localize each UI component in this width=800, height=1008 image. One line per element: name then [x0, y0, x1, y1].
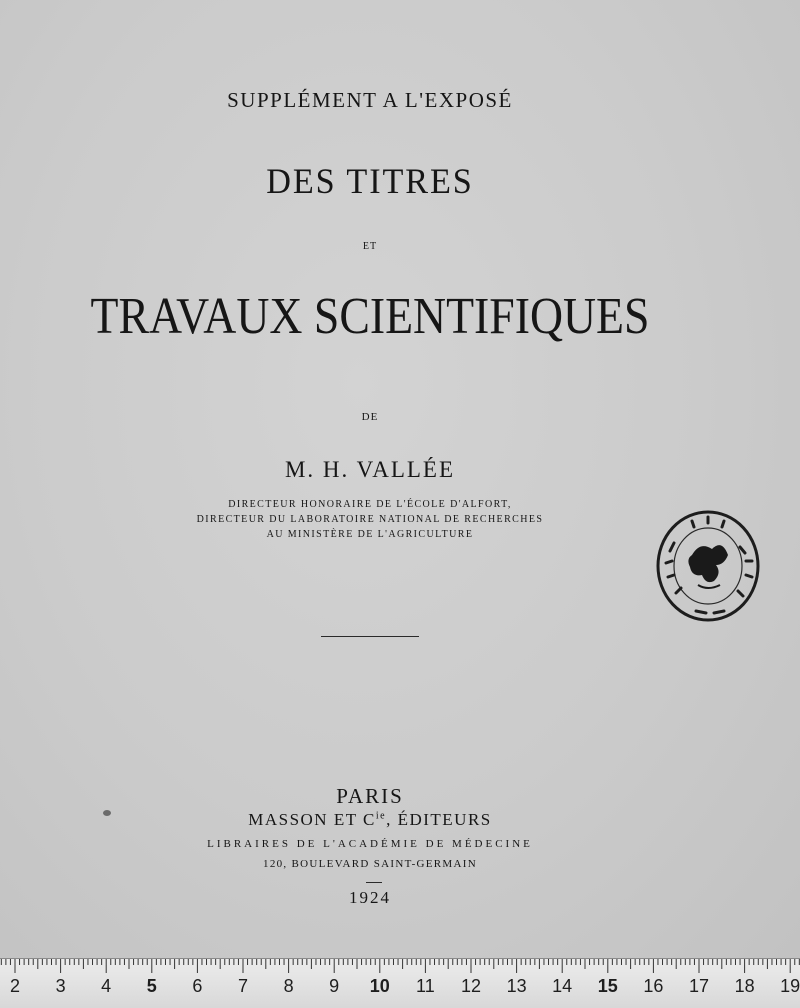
affiliation-line-1: DIRECTEUR HONORAIRE DE L'ÉCOLE D'ALFORT, — [228, 499, 512, 510]
publisher-name-suffix: , ÉDITEURS — [386, 810, 492, 829]
publication-year: 1924 — [349, 888, 391, 907]
ruler-number: 9 — [329, 976, 340, 996]
year-rule — [366, 882, 382, 883]
affiliation-line-2: DIRECTEUR DU LABORATOIRE NATIONAL DE RECHERCHES — [196, 514, 544, 525]
publisher-name — [0, 810, 740, 830]
des-titres-heading: DES TITRES — [266, 161, 474, 201]
ink-speck — [103, 810, 111, 816]
ruler-number: 17 — [688, 976, 710, 996]
ruler-number: 18 — [734, 976, 755, 996]
author-name: M. H. VALLÉE — [284, 457, 456, 482]
ruler-number: 10 — [369, 976, 390, 996]
affiliation-line-3: AU MINISTÈRE DE L'AGRICULTURE — [266, 529, 474, 540]
ruler-number: 11 — [416, 976, 435, 996]
ruler-number: 7 — [237, 976, 249, 996]
ruler-number: 19 — [780, 976, 800, 996]
measurement-ruler — [0, 958, 800, 1008]
supplement-heading: SUPPLÉMENT A L'EXPOSÉ — [227, 88, 513, 112]
ruler-number: 3 — [55, 976, 66, 996]
ruler-number: 5 — [146, 976, 157, 996]
publisher-name-superscript: ie — [375, 810, 387, 822]
ruler-number: 8 — [283, 976, 294, 996]
ruler-number: 14 — [552, 976, 573, 996]
ruler-number: 15 — [597, 976, 618, 996]
conjunction-et: ET — [362, 241, 378, 252]
divider-rule — [321, 636, 419, 637]
publisher-name-main: MASSON ET C — [248, 810, 376, 829]
ruler-ticks — [0, 959, 800, 1008]
main-title: TRAVAUX SCIENTIFIQUES — [90, 288, 650, 345]
booksellers-line: LIBRAIRES DE L'ACADÉMIE DE MÉDECINE — [207, 838, 533, 850]
preposition-de: DE — [361, 411, 379, 423]
ruler-number: 13 — [506, 976, 527, 996]
publication-city: PARIS — [336, 784, 404, 808]
publisher-address: 120, BOULEVARD SAINT-GERMAIN — [263, 858, 477, 870]
ruler-number: 16 — [643, 976, 664, 996]
ruler-number: 4 — [101, 976, 112, 996]
ruler-number: 2 — [9, 976, 21, 996]
ruler-number: 6 — [192, 976, 203, 996]
library-stamp-icon — [652, 507, 764, 625]
ruler-number: 12 — [460, 976, 482, 996]
